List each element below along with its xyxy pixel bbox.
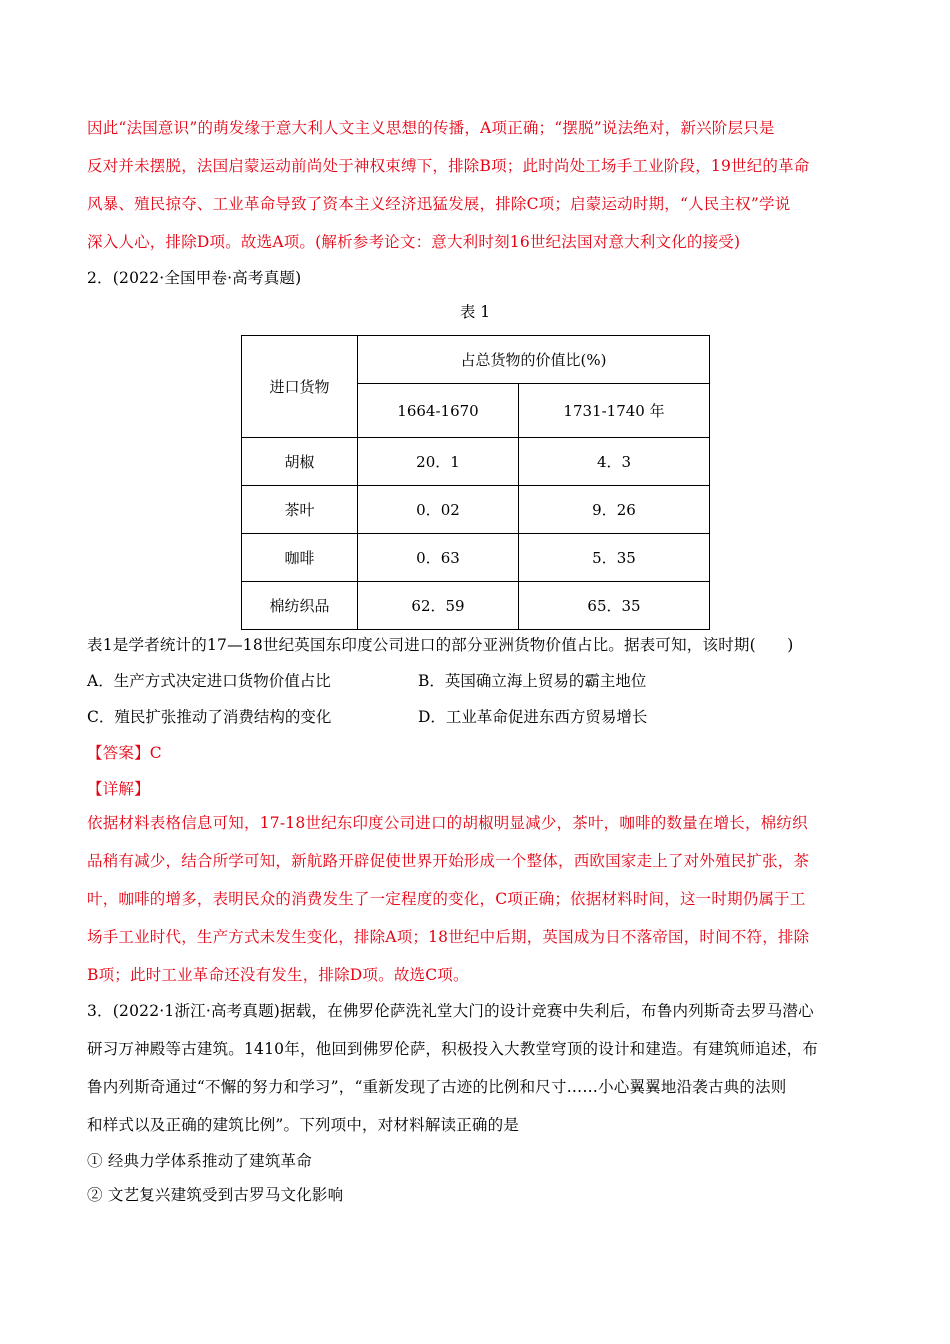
table-cell-value: 9．26 xyxy=(519,486,710,534)
table-header-period-1: 1664-1670 xyxy=(358,384,519,438)
question-3-item: ① 经典力学体系推动了建筑革命 xyxy=(87,1152,312,1170)
table-cell-value: 62．59 xyxy=(358,582,519,630)
detail-label: 【详解】 xyxy=(87,780,150,798)
question-3-line: 3．(2022·1浙江·高考真题)据载，在佛罗伦萨洗礼堂大门的设计竞赛中失利后，布鲁内列斯奇去罗马潜心 xyxy=(87,1002,814,1020)
table-row xyxy=(242,582,710,630)
table-cell-value: 5．35 xyxy=(519,534,710,582)
question-2-stem: 表1是学者统计的17—18世纪英国东印度公司进口的部分亚洲货物价值占比。据表可知，该时期( ) xyxy=(87,636,794,654)
option-c: C．殖民扩张推动了消费结构的变化 xyxy=(87,708,332,726)
table-caption: 表 1 xyxy=(459,303,491,321)
analysis-line: 场手工业时代，生产方式未发生变化，排除A项；18世纪中后期，英国成为日不落帝国，时间不符，排除 xyxy=(87,928,810,946)
table-cell-value: 0．02 xyxy=(358,486,519,534)
table-header-group: 占总货物的价值比(%) xyxy=(358,336,710,384)
table-cell-value: 65．35 xyxy=(519,582,710,630)
question-3-line: 鲁内列斯奇通过“不懈的努力和学习”，“重新发现了古迹的比例和尺寸……小心翼翼地沿袭古典的法则 xyxy=(87,1078,787,1096)
question-3-line: 和样式以及正确的建筑比例”。下列项中，对材料解读正确的是 xyxy=(87,1116,520,1134)
table-header-period-2: 1731-1740 年 xyxy=(519,384,710,438)
analysis-line: B项；此时工业革命还没有发生，排除D项。故选C项。 xyxy=(87,966,469,984)
analysis-line: 依据材料表格信息可知，17-18世纪东印度公司进口的胡椒明显减少，茶叶，咖啡的数量在增长，棉纺织 xyxy=(87,814,808,832)
table-cell-value: 0．63 xyxy=(358,534,519,582)
table-row xyxy=(242,438,710,486)
data-table xyxy=(241,335,710,630)
table-cell-value: 4．3 xyxy=(519,438,710,486)
table-cell-name: 茶叶 xyxy=(242,486,358,534)
table-cell-name: 棉纺织品 xyxy=(242,582,358,630)
question-3-line: 研习万神殿等古建筑。1410年，他回到佛罗伦萨，积极投入大教堂穹顶的设计和建造。有建筑师追述，布 xyxy=(87,1040,819,1058)
table-cell-name: 胡椒 xyxy=(242,438,358,486)
prev-analysis-line: 因此“法国意识”的萌发缘于意大利人文主义思想的传播，A项正确；“摆脱”说法绝对，新兴阶层只是 xyxy=(87,119,775,137)
table-cell-name: 咖啡 xyxy=(242,534,358,582)
prev-analysis-line: 风暴、殖民掠夺、工业革命导致了资本主义经济迅猛发展，排除C项；启蒙运动时期，“人民主权”学说 xyxy=(87,195,791,213)
table-cell-value: 20．1 xyxy=(358,438,519,486)
table-header-goods: 进口货物 xyxy=(242,336,358,438)
question-3-item: ② 文艺复兴建筑受到古罗马文化影响 xyxy=(87,1186,344,1204)
table-row xyxy=(242,534,710,582)
question-2-header: 2．(2022·全国甲卷·高考真题) xyxy=(87,269,302,287)
option-b: B．英国确立海上贸易的霸主地位 xyxy=(418,672,647,690)
analysis-line: 品稍有减少，结合所学可知，新航路开辟促使世界开始形成一个整体，西欧国家走上了对外殖民扩张，茶 xyxy=(87,852,810,870)
option-a: A．生产方式决定进口货物价值占比 xyxy=(87,672,331,690)
answer-label: 【答案】C xyxy=(87,744,162,762)
prev-analysis-line: 反对并未摆脱，法国启蒙运动前尚处于神权束缚下，排除B项；此时尚处工场手工业阶段，19世纪的革命 xyxy=(87,157,810,175)
table-row xyxy=(242,486,710,534)
prev-analysis-line: 深入人心，排除D项。故选A项。(解析参考论文：意大利时刻16世纪法国对意大利文化的接受) xyxy=(87,233,741,251)
analysis-line: 叶，咖啡的增多，表明民众的消费发生了一定程度的变化，C项正确；依据材料时间，这一时期仍属于工 xyxy=(87,890,806,908)
option-d: D．工业革命促进东西方贸易增长 xyxy=(418,708,648,726)
